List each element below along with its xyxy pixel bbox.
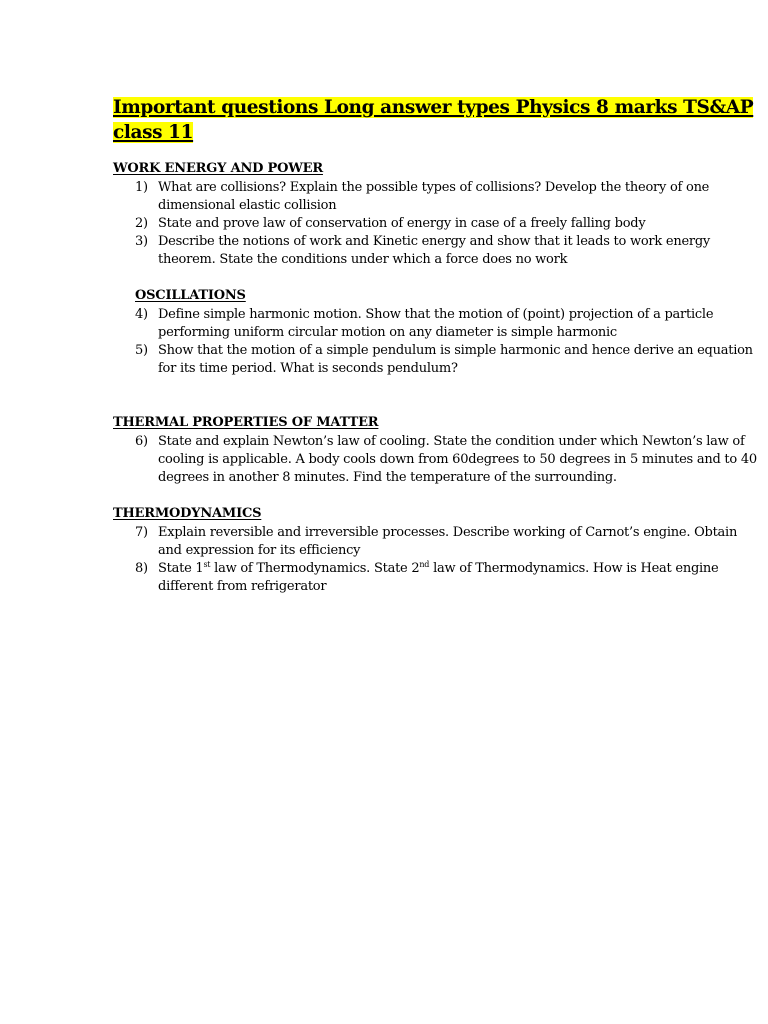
question-number: 6) bbox=[135, 434, 148, 449]
question-item bbox=[135, 179, 763, 215]
question-number: 8) bbox=[135, 561, 148, 576]
section-heading-thermodynamics: THERMODYNAMICS bbox=[113, 506, 262, 521]
question-text-part: law of Thermodynamics. How is Heat engine different from refrigerator bbox=[158, 561, 719, 594]
section-heading-thermal-properties: THERMAL PROPERTIES OF MATTER bbox=[113, 415, 379, 430]
question-text: State and explain Newton’s law of cooling. State the condition under which Newton’s law of cooling is applicable. A body cools down from 60degrees to 50 degrees in 5 minutes and to 40 degrees in another 8 minutes. Find the temperature of the surrounding. bbox=[158, 434, 757, 485]
question-item bbox=[135, 560, 763, 596]
question-item bbox=[135, 342, 763, 378]
ordinal-superscript: nd bbox=[419, 560, 430, 569]
question-text: Show that the motion of a simple pendulum is simple harmonic and hence derive an equation for its time period. What is seconds pendulum? bbox=[158, 343, 753, 376]
question-item bbox=[135, 233, 763, 269]
question-number: 7) bbox=[135, 525, 148, 540]
title-text: Important questions Long answer types Physics 8 marks TS&AP class 11 bbox=[113, 97, 754, 143]
question-text: What are collisions? Explain the possible types of collisions? Develop the theory of one dimensional elastic collision bbox=[158, 180, 710, 213]
question-text bbox=[158, 560, 763, 596]
question-text: Define simple harmonic motion. Show that the motion of (point) projection of a particle performing uniform circular motion on any diameter is simple harmonic bbox=[158, 307, 714, 340]
question-text-part: State 1 bbox=[158, 561, 204, 576]
section-heading-oscillations: OSCILLATIONS bbox=[135, 288, 246, 303]
question-text-part: law of Thermodynamics. State 2 bbox=[210, 561, 420, 576]
question-item bbox=[135, 306, 763, 342]
question-text: State and prove law of conservation of energy in case of a freely falling body bbox=[158, 216, 646, 231]
page-title bbox=[113, 95, 763, 145]
question-number: 2) bbox=[135, 216, 148, 231]
section-heading-work-energy-power: WORK ENERGY AND POWER bbox=[113, 161, 323, 176]
question-text: Explain reversible and irreversible processes. Describe working of Carnot’s engine. Obtain and expression for its efficiency bbox=[158, 525, 738, 558]
ordinal-superscript: st bbox=[203, 560, 211, 569]
question-item bbox=[135, 524, 763, 560]
question-number: 4) bbox=[135, 307, 148, 322]
question-number: 3) bbox=[135, 234, 148, 249]
question-item bbox=[135, 433, 763, 487]
question-item bbox=[135, 215, 763, 233]
question-number: 1) bbox=[135, 180, 148, 195]
question-number: 5) bbox=[135, 343, 148, 358]
question-text: Describe the notions of work and Kinetic energy and show that it leads to work energy theorem. State the conditions under which a force does no work bbox=[158, 234, 711, 267]
